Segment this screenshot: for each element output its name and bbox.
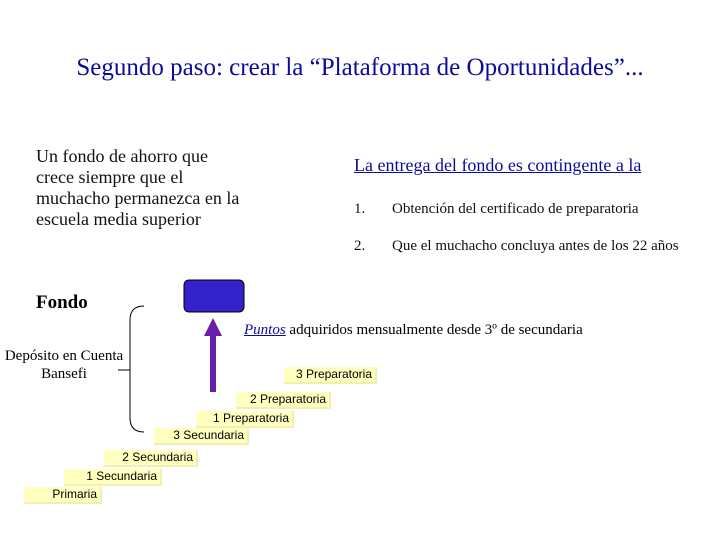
step-3-preparatoria: 3 Preparatoria	[284, 367, 377, 384]
condition-number: 2.	[354, 238, 366, 254]
step-3-secundaria: 3 Secundaria	[154, 428, 249, 445]
deposit-bracket	[130, 306, 144, 432]
step-2-secundaria: 2 Secundaria	[104, 450, 198, 467]
fund-description: Un fondo de ahorro que crece siempre que el muchacho permanezca en la escuela media superior	[36, 146, 240, 229]
fund-box	[184, 280, 244, 312]
growth-arrow-icon	[204, 318, 222, 392]
slide-title: Segundo paso: crear la “Plataforma de Oportunidades”...	[76, 54, 644, 81]
points-text: adquiridos mensualmente desde 3º de secundaria	[285, 322, 583, 338]
conditions-heading: La entrega del fondo es contingente a la	[354, 155, 642, 175]
step-1-secundaria: 1 Secundaria	[64, 469, 162, 486]
condition-text: Obtención del certificado de preparatoria	[392, 201, 639, 217]
condition-number: 1.	[354, 201, 366, 217]
points-keyword: Puntos	[244, 322, 286, 338]
deposit-label: Depósito en Cuenta Bansefi	[4, 348, 124, 382]
fund-label: Fondo	[36, 292, 88, 313]
step-2-preparatoria: 2 Preparatoria	[236, 392, 331, 409]
condition-text: Que el muchacho concluya antes de los 22 años	[392, 238, 679, 254]
step-primaria: Primaria	[24, 487, 102, 504]
step-1-preparatoria: 1 Preparatoria	[196, 411, 294, 428]
